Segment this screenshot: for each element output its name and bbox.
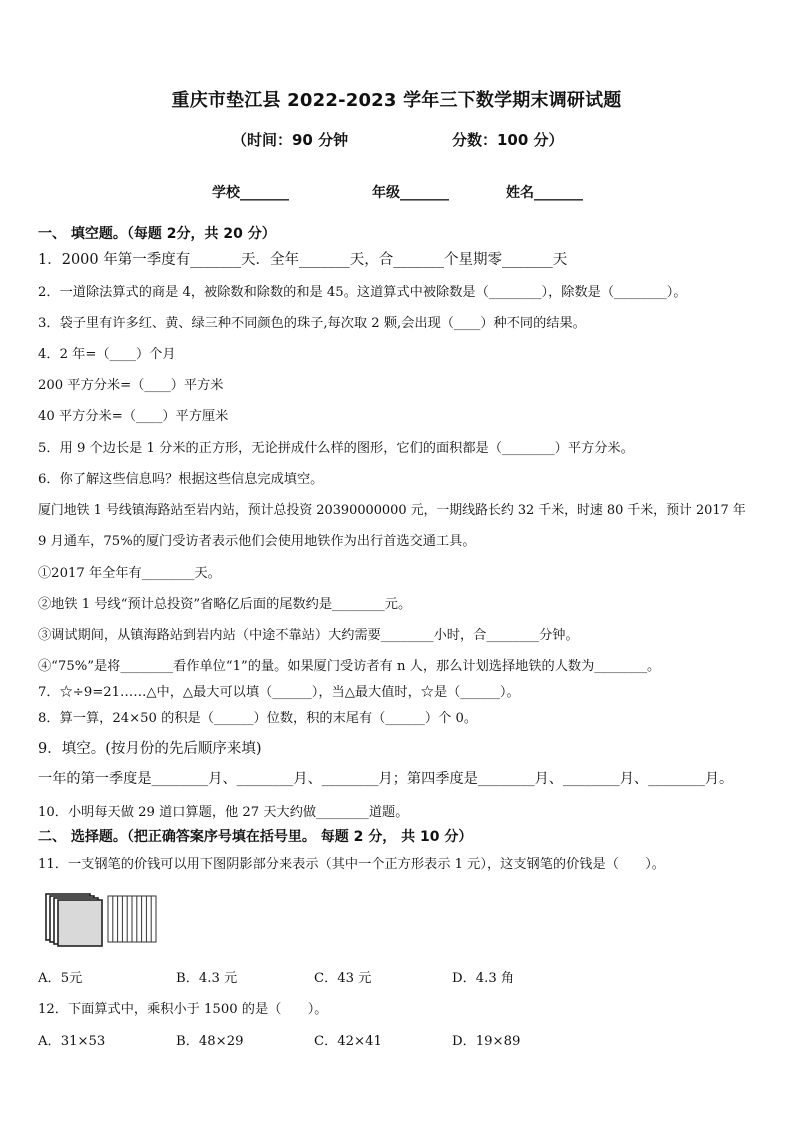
vertical-strips-icon	[108, 896, 156, 942]
grade-field: 年级_______	[372, 185, 449, 201]
question-9: 9．填空。(按月份的先后顺序来填)	[38, 741, 262, 757]
question-4a: 4．2 年=（____）个月	[38, 347, 176, 362]
q11-option-c[interactable]: C．43 元	[314, 971, 372, 986]
document-title: 重庆市垫江县 2022-2023 学年三下数学期末调研试题	[171, 90, 622, 111]
question-3: 3．袋子里有许多红、黄、绿三种不同颜色的珠子,每次取 2 颗,会出现（____）种不同的结果。	[38, 316, 586, 331]
q11-option-b[interactable]: B．4.3 元	[176, 971, 238, 986]
exam-time: （时间：90 分钟	[232, 131, 349, 149]
question-6-part4: ④“75%”是将________看作单位“1”的量。如果厦门受访者有 n 人，那么计划选择地铁的人数为________。	[38, 659, 661, 674]
q11-option-d[interactable]: D．4.3 角	[452, 971, 515, 986]
question-6-part1: ①2017 年全年有________天。	[38, 566, 221, 581]
money-squares-figure	[44, 892, 162, 950]
exam-score: 分数：100 分）	[452, 131, 564, 149]
question-6: 6．你了解这些信息吗？根据这些信息完成填空。	[38, 472, 324, 487]
q12-option-a[interactable]: A．31×53	[38, 1034, 106, 1049]
question-4c: 40 平方分米=（____）平方厘米	[38, 409, 229, 424]
name-field: 姓名_______	[506, 185, 583, 201]
question-10: 10．小明每天做 29 道口算题，他 27 天大约做________道题。	[38, 805, 409, 820]
question-6-part3: ③调试期间，从镇海路站到岩内站（中途不靠站）大约需要________小时，合________分钟。	[38, 628, 579, 643]
question-1: 1．2000 年第一季度有_______天．全年_______天，合_______个星期零_______天	[38, 252, 568, 268]
section-heading-fill-in: 一、 填空题。（每题 2分，共 20 分）	[38, 226, 276, 242]
question-12: 12．下面算式中，乘积小于 1500 的是（ ）。	[38, 1002, 328, 1017]
question-11: 11．一支钢笔的价钱可以用下图阴影部分来表示（其中一个正方形表示 1 元），这支钢笔的价钱是（ ）。	[38, 857, 665, 872]
school-field: 学校_______	[212, 185, 289, 201]
q12-option-c[interactable]: C．42×41	[314, 1034, 382, 1049]
question-8: 8．算一算，24×50 的积是（______）位数，积的末尾有（______）个 0。	[38, 711, 478, 726]
section-heading-choice: 二、 选择题。（把正确答案序号填在括号里。 每题 2 分， 共 10 分）	[38, 829, 473, 845]
question-5: 5．用 9 个边长是 1 分米的正方形，无论拼成什么样的图形，它们的面积都是（________）平方分米。	[38, 441, 634, 456]
question-6-part2: ②地铁 1 号线“预计总投资”省略亿后面的尾数约是________元。	[38, 597, 412, 612]
question-2: 2．一道除法算式的商是 4，被除数和除数的和是 45。这道算式中被除数是（________），除数是（________）。	[38, 285, 687, 300]
stacked-squares-icon	[46, 894, 102, 946]
q11-option-a[interactable]: A．5元	[38, 971, 83, 986]
question-4b: 200 平方分米=（____）平方米	[38, 378, 224, 393]
question-9-answer-line: 一年的第一季度是________月、________月、________月；第四季度是________月、________月、________月。	[38, 771, 734, 787]
q12-option-d[interactable]: D．19×89	[452, 1034, 521, 1049]
question-7: 7．☆÷9=21……△中，△最大可以填（______），当△最大值时，☆是（______）。	[38, 685, 520, 700]
q12-option-b[interactable]: B．48×29	[176, 1034, 244, 1049]
question-6-text-line1: 厦门地铁 1 号线镇海路站至岩内站，预计总投资 20390000000 元，一期线路长约 32 千米，时速 80 千米，预计 2017 年	[38, 503, 746, 518]
question-6-text-line2: 9 月通车，75%的厦门受访者表示他们会使用地铁作为出行首选交通工具。	[38, 534, 476, 549]
